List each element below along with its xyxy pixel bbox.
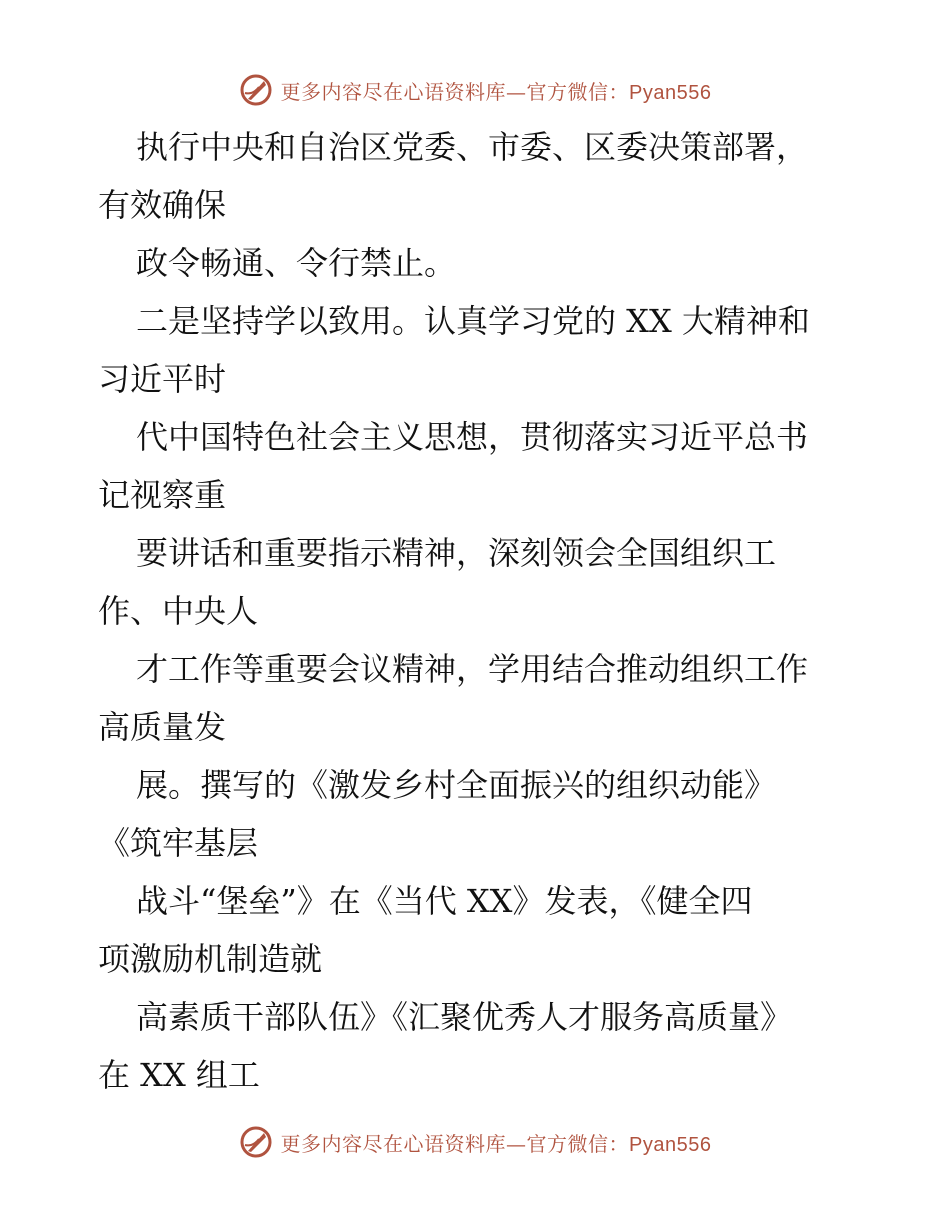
quill-pen-logo-icon xyxy=(239,73,273,107)
paragraph-line: 高质量发 xyxy=(98,708,227,746)
paragraph xyxy=(98,988,868,1104)
paragraph-line: 记视察重 xyxy=(98,476,227,514)
paragraph-line: 才工作等重要会议精神，学用结合推动组织工作 xyxy=(136,650,809,688)
paragraph-line: 作、中央人 xyxy=(98,592,259,630)
paragraph-line: 要讲话和重要指示精神，深刻领会全国组织工 xyxy=(136,534,777,572)
paragraph-line: 项激励机制造就 xyxy=(98,940,323,978)
header-watermark xyxy=(0,70,950,110)
paragraph-line: 政令畅通、令行禁止。 xyxy=(136,244,457,282)
quill-pen-logo-icon xyxy=(239,1125,273,1159)
paragraph-line: 代中国特色社会主义思想，贯彻落实习近平总书 xyxy=(136,418,809,456)
paragraph-line: 战斗“堡垒”》在《当代 XX》发表，《健全四 xyxy=(136,882,753,920)
paragraph-line: 执行中央和自治区党委、市委、区委决策部署， xyxy=(136,128,809,166)
watermark-wechat-id: Pyan556 xyxy=(629,81,712,104)
document-body xyxy=(98,118,868,1104)
paragraph-line: 习近平时 xyxy=(98,360,227,398)
paragraph xyxy=(98,872,868,988)
paragraph xyxy=(98,292,868,408)
paragraph-line: 高素质干部队伍》《汇聚优秀人才服务高质量》 xyxy=(136,998,793,1036)
paragraph xyxy=(98,234,868,292)
paragraph xyxy=(98,408,868,524)
paragraph-line: 有效确保 xyxy=(98,186,227,224)
paragraph-line: 《筑牢基层 xyxy=(98,824,259,862)
paragraph-line: 二是坚持学以致用。认真学习党的 XX 大精神和 xyxy=(136,302,810,340)
paragraph xyxy=(98,118,868,234)
watermark-wechat-id: Pyan556 xyxy=(629,1133,712,1156)
watermark-text: 更多内容尽在心语资料库—官方微信： xyxy=(280,79,630,104)
footer-watermark xyxy=(0,1122,950,1162)
paragraph xyxy=(98,640,868,756)
paragraph-line: 在 XX 组工 xyxy=(98,1056,260,1094)
watermark-text: 更多内容尽在心语资料库—官方微信： xyxy=(280,1131,630,1156)
paragraph xyxy=(98,756,868,872)
paragraph xyxy=(98,524,868,640)
paragraph-line: 展。撰写的《激发乡村全面振兴的组织动能》 xyxy=(136,766,777,804)
